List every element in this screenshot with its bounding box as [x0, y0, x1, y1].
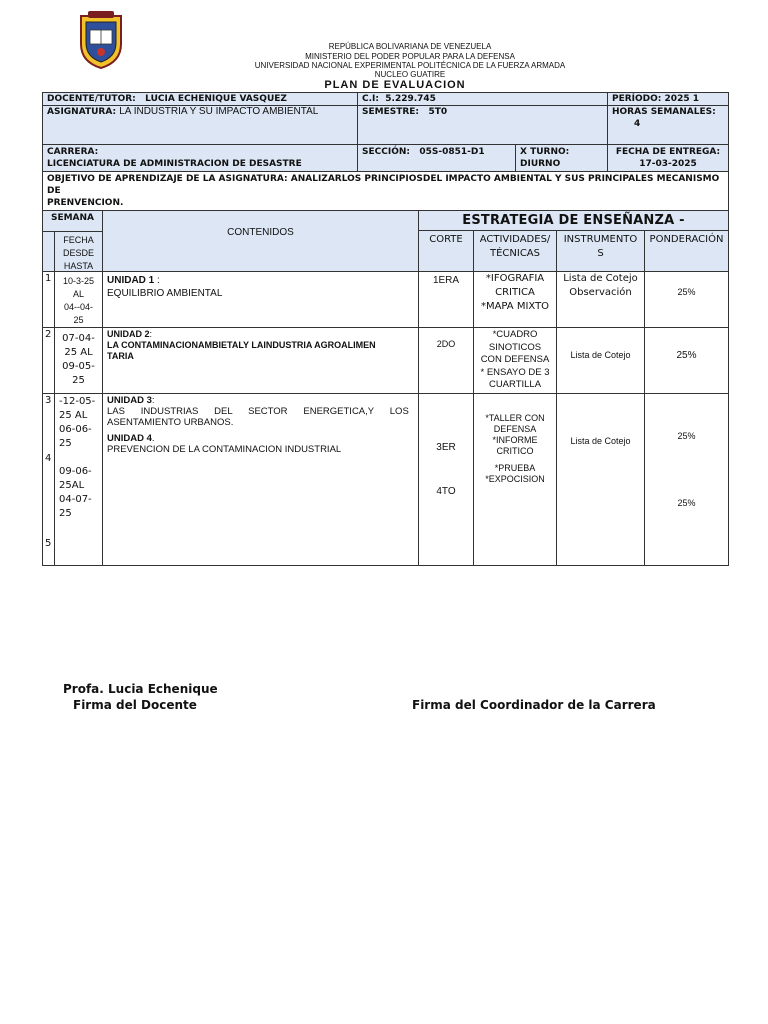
docente-label: DOCENTE/TUTOR: — [47, 94, 136, 104]
row1-instrumento-cell — [556, 271, 645, 328]
row2-fecha-cell — [54, 327, 103, 394]
row2-fecha-4: 25 — [72, 375, 85, 386]
header-line-university: UNIVERSIDAD NACIONAL EXPERIMENTAL POLITÉCNICA DE LA FUERZA ARMADA — [254, 61, 566, 70]
docente-signature-name: Profa. Lucia Echenique — [63, 682, 218, 696]
row5-week-number: 5 — [45, 538, 52, 549]
row1-fecha-2: AL — [72, 289, 84, 299]
row2-act-5: CUARTILLA — [488, 379, 542, 390]
horas-value: 4 — [634, 119, 641, 129]
docente-signature-label: Firma del Docente — [73, 698, 197, 712]
row3-fecha-2: 25 AL — [59, 410, 88, 421]
row2-contenido-cell — [102, 327, 419, 394]
row3-fecha-4: 25 — [59, 438, 72, 449]
objetivo-line-2: PRENVENCION. — [47, 198, 124, 208]
row3-fecha-3: 06-06- — [59, 424, 92, 435]
fecha-label-2: DESDE — [62, 248, 94, 258]
instrumentos-header — [556, 230, 645, 272]
row3-corte: 3ER — [436, 442, 456, 453]
row2-act-4: * ENSAYO DE 3 — [480, 366, 550, 378]
row3-tema-1: LAS INDUSTRIAS DEL SECTOR ENERGETICA,Y LOS — [107, 406, 409, 417]
row2-corte-cell — [418, 327, 474, 394]
semana-header — [42, 210, 103, 232]
row2-pond: 25% — [676, 350, 697, 361]
row2-tema-2: TARIA — [107, 351, 134, 361]
ponderacion-label: PONDERACIÓN — [649, 234, 724, 245]
row3-fecha-5 — [59, 451, 102, 465]
corte-label: CORTE — [429, 234, 463, 245]
document-title: PLAN DE EVALUACION — [324, 79, 466, 91]
row1-act-2: CRITICA — [495, 287, 535, 298]
row3-act-3: *INFORME — [492, 435, 538, 445]
contenidos-header — [102, 210, 419, 272]
coordinador-signature-label: Firma del Coordinador de la Carrera — [412, 698, 656, 712]
row1-corte-cell — [418, 271, 474, 328]
entrega-cell — [607, 144, 729, 172]
entrega-value: 17-03-2025 — [639, 159, 697, 169]
objetivo-cell — [42, 171, 729, 211]
asignatura-value: LA INDUSTRIA Y SU IMPACTO AMBIENTAL — [119, 106, 319, 117]
semestre-label: SEMESTRE: — [362, 107, 420, 117]
turno-label: X TURNO: — [520, 147, 570, 157]
row2-fecha-2: 25 AL — [64, 347, 93, 358]
semestre-cell — [357, 105, 608, 145]
contenidos-label: CONTENIDOS — [227, 227, 294, 238]
row1-fecha-3: 04--04- — [63, 302, 93, 312]
corte-header — [418, 230, 474, 272]
row2-actividades-cell — [473, 327, 557, 394]
row4-unidad-suffix: . — [151, 433, 155, 444]
row1-actividades-cell — [473, 271, 557, 328]
seccion-value: 05S-0851-D1 — [419, 147, 485, 157]
row1-fecha-4: 25 — [73, 315, 84, 325]
row4-fecha-4: 25 — [59, 508, 72, 519]
row2-fecha-1: 07-04- — [62, 333, 95, 344]
periodo-value: 2025 1 — [664, 94, 699, 104]
row4-unidad: UNIDAD 4 — [107, 433, 152, 444]
row1-act-1: *IFOGRAFIA — [485, 273, 545, 284]
entrega-label: FECHA DE ENTREGA: — [615, 147, 721, 157]
row4-fecha-3: 04-07- — [59, 494, 92, 505]
periodo-cell — [607, 92, 729, 106]
row2-act-2: SINOTICOS — [488, 341, 542, 353]
instrumentos-label-1: INSTRUMENTO — [563, 234, 638, 245]
carrera-value: LICENCIATURA DE ADMINISTRACION DE DESASTRE — [47, 159, 302, 169]
row3-act-4: CRITICO — [496, 446, 534, 456]
objetivo-line-1: OBJETIVO DE APRENDIZAJE DE LA ASIGNATURA: ANALIZARLOS PRINCIPIOSDEL IMPACTO AMBIENTAL Y SUS PRINCIPALES MECANISMO DE — [47, 174, 720, 196]
turno-cell — [515, 144, 608, 172]
fecha-label-3: HASTA — [63, 261, 94, 271]
row1-week-number: 1 — [45, 273, 52, 284]
row1-corte: 1ERA — [432, 275, 460, 286]
horas-cell — [607, 105, 729, 145]
turno-value: DIURNO — [520, 159, 561, 169]
row3-unidad: UNIDAD 3 — [107, 395, 152, 406]
header-line-nucleo: NUCLEO GUATIRE — [374, 70, 446, 79]
row3-corte-cell — [418, 393, 474, 566]
row2-unidad: UNIDAD 2 — [107, 329, 150, 339]
row2-instrumento-cell — [556, 327, 645, 394]
row4-act-1: *PRUEBA — [494, 463, 536, 473]
row2-act-3: CON DEFENSA — [480, 354, 550, 365]
actividades-label-1: ACTIVIDADES/ — [479, 234, 551, 245]
ci-value: 5.229.745 — [385, 94, 436, 104]
carrera-label: CARRERA: — [47, 147, 99, 157]
row1-fecha-1: 10-3-25 — [62, 276, 95, 286]
row3-week-number: 3 — [45, 395, 52, 406]
row4-act-2: *EXPOCISION — [485, 474, 545, 484]
ci-label: C.I: — [362, 94, 379, 104]
docente-name: LUCIA ECHENIQUE VASQUEZ — [145, 94, 287, 104]
row2-week-number: 2 — [45, 329, 52, 340]
row4-corte: 4TO — [436, 486, 456, 497]
estrategia-label: ESTRATEGIA DE ENSEÑANZA - — [462, 213, 685, 228]
row4-fecha-1: 09-06- — [59, 466, 92, 477]
actividades-header — [473, 230, 557, 272]
row2-act-1: *CUADRO — [492, 329, 538, 340]
row4-fecha-2: 25AL — [59, 480, 85, 491]
seccion-cell — [357, 144, 516, 172]
semestre-value: 5T0 — [428, 107, 448, 117]
fecha-label-1: FECHA — [63, 235, 94, 245]
row2-ponderacion-cell — [644, 327, 729, 394]
asignatura-cell — [42, 105, 358, 145]
instrumentos-label-2: S — [597, 248, 604, 259]
row3-fecha-1: -12-05- — [59, 396, 96, 407]
row1-unidad: UNIDAD 1 — [107, 275, 155, 286]
semana-label: SEMANA — [50, 213, 95, 223]
seccion-label: SECCIÓN: — [362, 147, 410, 157]
row4-week-number: 4 — [45, 453, 52, 464]
row3-act-1: *TALLER CON — [485, 413, 545, 423]
row2-inst: Lista de Cotejo — [570, 350, 631, 360]
row3-fecha-cell — [54, 393, 103, 566]
row1-inst-2: Observación — [569, 287, 632, 298]
header-line-ministry: MINISTERIO DEL PODER POPULAR PARA LA DEFENSA — [305, 52, 515, 61]
row3-act-2: DEFENSA — [493, 424, 537, 434]
row2-unidad-suffix: : — [149, 329, 153, 339]
row1-unidad-suffix: : — [154, 275, 160, 286]
row2-tema-1: LA CONTAMINACIONAMBIETALY LAINDUSTRIA AGROALIMEN — [107, 340, 376, 350]
row3-ponderacion-cell — [644, 393, 729, 566]
row4-tema: PREVENCION DE LA CONTAMINACION INDUSTRIAL — [107, 444, 342, 455]
row2-corte: 2DO — [436, 339, 456, 349]
row3-pond: 25% — [677, 431, 696, 441]
row3-inst: Lista de Cotejo — [570, 436, 631, 446]
estrategia-header — [418, 210, 729, 231]
row1-pond: 25% — [677, 287, 696, 297]
row2-fecha-3: 09-05- — [62, 361, 95, 372]
row1-tema: EQUILIBRIO AMBIENTAL — [107, 288, 223, 299]
row3-tema-2: ASENTAMIENTO URBANOS. — [107, 417, 234, 428]
actividades-label-2: TÉCNICAS — [489, 248, 540, 259]
row4-pond: 25% — [677, 498, 696, 508]
row1-fecha-cell — [54, 271, 103, 328]
row3-actividades-cell — [473, 393, 557, 566]
fecha-header — [54, 231, 103, 272]
row3-contenido-cell — [102, 393, 419, 566]
row1-act-3: *MAPA MIXTO — [480, 301, 550, 312]
header-line-republic: REPÚBLICA BOLIVARIANA DE VENEZUELA — [328, 42, 492, 51]
row3-instrumento-cell — [556, 393, 645, 566]
carrera-cell — [42, 144, 358, 172]
row1-inst-1: Lista de Cotejo — [563, 273, 638, 284]
row1-ponderacion-cell — [644, 271, 729, 328]
docente-cell — [42, 92, 358, 106]
ponderacion-header — [644, 230, 729, 272]
horas-label: HORAS SEMANALES: — [612, 107, 716, 117]
row1-contenido-cell — [102, 271, 419, 328]
periodo-label: PERÍODO: — [612, 94, 662, 104]
ci-cell — [357, 92, 608, 106]
asignatura-label: ASIGNATURA: — [47, 107, 117, 117]
row3-unidad-suffix: : — [151, 395, 155, 406]
